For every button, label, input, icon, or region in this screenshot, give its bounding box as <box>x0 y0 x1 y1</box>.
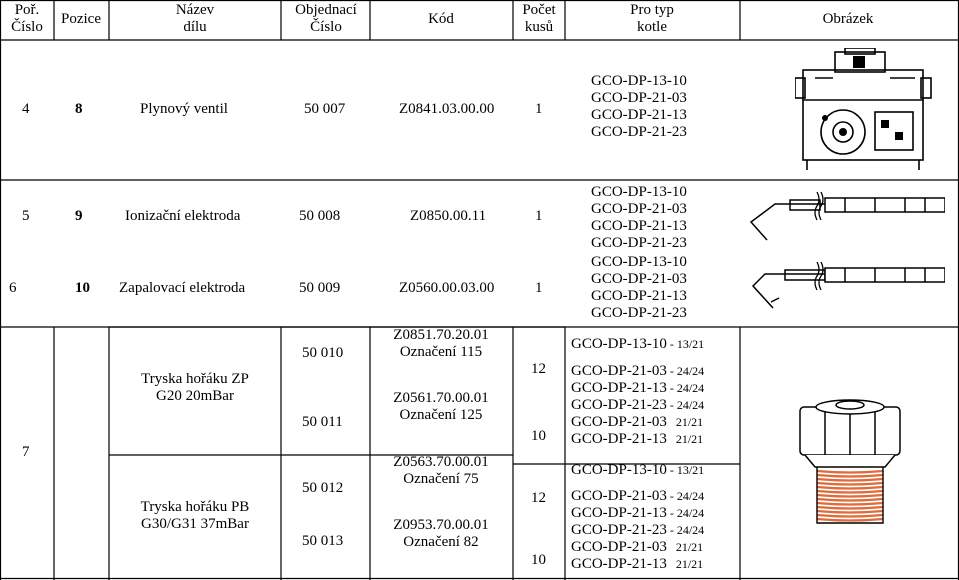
header-obrazek: Obrázek <box>822 11 874 27</box>
thread-line <box>817 483 883 485</box>
row4-typy: GCO-DP-13-10 GCO-DP-21-03 GCO-DP-21-13 GCO-DP-21-23 <box>591 73 687 140</box>
row6-objednaci: 50 009 <box>299 280 341 296</box>
row6-por: 6 <box>9 280 17 296</box>
row7-pb-objednaci-1: 50 012 <box>302 480 344 496</box>
row5-por: 5 <box>22 208 30 224</box>
row7-zp-pocet-2: 10 <box>531 428 546 444</box>
row7-pb-typy: GCO-DP-13-10 - 13/21 GCO-DP-21-03 - 24/24 GCO-DP-21-13 - 24/24 GCO-DP-21-23 - 24/24 GCO-DP-21-03 21/21 GCO-DP-21-13 21/21 <box>571 462 705 572</box>
row5-pozice: 9 <box>75 208 83 224</box>
row5-typy: GCO-DP-13-10 GCO-DP-21-03 GCO-DP-21-13 GCO-DP-21-23 <box>591 184 687 251</box>
thread-line <box>817 503 883 505</box>
header-pocet-kusu: Počet kusů <box>522 2 556 35</box>
row5-nazev: Ionizační elektroda <box>125 208 241 224</box>
ionization-electrode-icon <box>745 190 945 248</box>
row6-kod: Z0560.00.03.00 <box>399 280 495 296</box>
header-pro-typ-kotle: Pro typ kotle <box>630 2 674 35</box>
thread-line <box>817 515 883 517</box>
thread-line <box>817 479 883 481</box>
row7-zp-nazev: Tryska hořáku ZP G20 20mBar <box>141 371 249 404</box>
row5-pocet: 1 <box>535 208 543 224</box>
thread-line <box>817 519 883 521</box>
header-kod: Kód <box>428 11 454 27</box>
row7-pb-kod-2: Z0953.70.00.01 Označení 82 <box>393 517 489 550</box>
row4-kod: Z0841.03.00.00 <box>399 101 495 117</box>
row7-zp-kod-1: Z0851.70.20.01 Označení 115 <box>393 327 489 360</box>
row4-objednaci: 50 007 <box>304 101 346 117</box>
gas-valve-icon <box>795 48 935 173</box>
row7-pb-pocet-2: 10 <box>531 552 546 568</box>
thread-line <box>817 475 883 477</box>
thread-line <box>817 495 883 497</box>
row6-pozice: 10 <box>75 280 90 296</box>
thread-line <box>817 491 883 493</box>
burner-nozzle-icon <box>795 395 905 530</box>
row4-nazev: Plynový ventil <box>140 101 228 117</box>
thread-line <box>817 471 883 473</box>
row7-zp-typy: GCO-DP-13-10 - 13/21 GCO-DP-21-03 - 24/24 GCO-DP-21-13 - 24/24 GCO-DP-21-23 - 24/24 GCO-DP-21-03 21/21 GCO-DP-21-13 21/21 <box>571 336 705 447</box>
ignition-electrode-icon <box>745 258 945 316</box>
row6-nazev: Zapalovací elektroda <box>119 280 246 296</box>
row4-por: 4 <box>22 101 30 117</box>
thread-line <box>817 499 883 501</box>
row5-kod: Z0850.00.11 <box>410 208 487 224</box>
thread-line <box>817 507 883 509</box>
row6-pocet: 1 <box>535 280 543 296</box>
row4-pozice: 8 <box>75 101 83 117</box>
row7-zp-pocet-1: 12 <box>531 361 546 377</box>
header-nazev-dilu: Název dílu <box>175 2 215 35</box>
row7-pb-objednaci-2: 50 013 <box>302 533 344 549</box>
header-por-cislo: Poř. Číslo <box>11 2 43 35</box>
thread-line <box>817 487 883 489</box>
header-pozice: Pozice <box>61 11 101 27</box>
row7-por: 7 <box>22 444 30 460</box>
header-objednaci-cislo: Objednací Číslo <box>295 2 357 35</box>
row7-zp-objednaci-1: 50 010 <box>302 345 344 361</box>
row7-zp-kod-2: Z0561.70.00.01 Označení 125 <box>393 390 489 423</box>
thread-line <box>817 511 883 513</box>
row5-objednaci: 50 008 <box>299 208 341 224</box>
row7-zp-objednaci-2: 50 011 <box>302 414 343 430</box>
row7-pb-kod-1: Z0563.70.00.01 Označení 75 <box>393 454 489 487</box>
row7-pb-pocet-1: 12 <box>531 490 546 506</box>
row7-pb-nazev: Tryska hořáku PB G30/G31 37mBar <box>140 499 250 532</box>
row4-pocet: 1 <box>535 101 543 117</box>
row6-typy: GCO-DP-13-10 GCO-DP-21-03 GCO-DP-21-13 GCO-DP-21-23 <box>591 254 687 321</box>
